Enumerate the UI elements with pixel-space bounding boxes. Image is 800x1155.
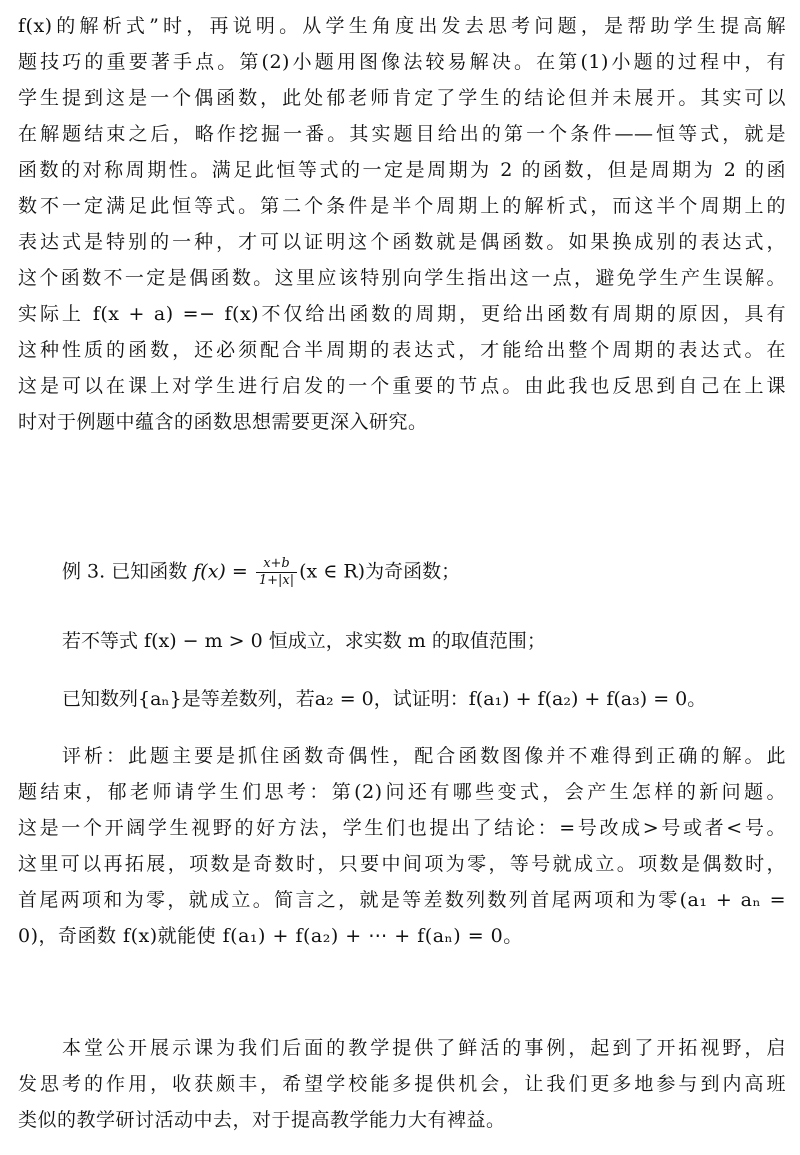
text-line: 这是可以在课上对学生进行启发的一个重要的节点。由此我也反思到自己在上课 (18, 375, 786, 397)
text-line: 这里可以再拓展，项数是奇数时，只要中间项为零，等号就成立。项数是偶数时， (18, 853, 786, 875)
text-line: 题技巧的重要著手点。第(2)小题用图像法较易解决。在第(1)小题的过程中，有 (18, 51, 786, 73)
fraction (256, 556, 297, 589)
text-line: 这是一个开阔学生视野的好方法，学生们也提出了结论：=号改成>号或者<号。 (18, 817, 786, 839)
text-line: 实际上 f(x + a) =− f(x)不仅给出函数的周期，更给出函数有周期的原因，具有 (18, 303, 786, 325)
example-label: 例 3. 已知函数 (62, 560, 194, 583)
text-line: 0)，奇函数 f(x)就能使 f(a₁) + f(a₂) + ⋯ + f(aₙ) = 0。 (18, 925, 523, 947)
text-line: 表达式是特别的一种，才可以证明这个函数就是偶函数。如果换成别的表达式， (18, 231, 786, 253)
fraction-denominator: 1+|x| (258, 573, 295, 588)
domain-condition: (x ∈ R)为奇函数； (299, 560, 461, 583)
text-line: 首尾两项和为零，就成立。简言之，就是等差数列数列首尾两项和为零(a₁ + aₙ = (18, 889, 786, 911)
text-line: 类似的教学研讨活动中去，对于提高教学能力大有裨益。 (18, 1109, 506, 1131)
text-line: f(x)的解析式”时，再说明。从学生角度出发去思考问题，是帮助学生提高解 (18, 15, 786, 37)
text-line: 学生提到这是一个偶函数，此处郁老师肯定了学生的结论但并未展开。其实可以 (18, 87, 786, 109)
text-line: 评析：此题主要是抓住函数奇偶性，配合函数图像并不难得到正确的解。此 (62, 745, 786, 767)
text-line: 这个函数不一定是偶函数。这里应该特别向学生指出这一点，避免学生产生误解。 (18, 267, 786, 289)
text-line: 这种性质的函数，还必须配合半周期的表达式，才能给出整个周期的表达式。在 (18, 339, 786, 361)
text-line: 在解题结束之后，略作挖掘一番。其实题目给出的第一个条件——恒等式，就是 (18, 123, 786, 145)
text-line: 发思考的作用，收获颇丰，希望学校能多提供机会，让我们更多地参与到内高班 (18, 1073, 786, 1095)
paragraph-conclusion (18, 1030, 786, 1138)
paragraph-analysis-continued (18, 8, 786, 440)
function-expression: f(x) = (193, 560, 254, 583)
example-3-part-2: 已知数列{aₙ}是等差数列，若a₂ = 0，试证明：f(a₁) + f(a₂) + f(a₃) = 0。 (62, 688, 707, 710)
text-line: 函数的对称周期性。满足此恒等式的一定是周期为 2 的函数，但是周期为 2 的函 (18, 159, 786, 181)
fraction-numerator: x+b (256, 556, 297, 573)
example-3-statement (62, 556, 460, 589)
text-line: 题结束，郁老师请学生们思考：第(2)问还有哪些变式，会产生怎样的新问题。 (18, 781, 786, 803)
paragraph-commentary (18, 738, 786, 954)
text-line: 数不一定满足此恒等式。第二个条件是半个周期上的解析式，而这半个周期上的 (18, 195, 786, 217)
text-line: 时对于例题中蕴含的函数思想需要更深入研究。 (18, 411, 428, 433)
example-3-part-1: 若不等式 f(x) − m > 0 恒成立，求实数 m 的取值范围； (62, 630, 546, 652)
text-line: 本堂公开展示课为我们后面的教学提供了鲜活的事例，起到了开拓视野，启 (62, 1037, 786, 1059)
